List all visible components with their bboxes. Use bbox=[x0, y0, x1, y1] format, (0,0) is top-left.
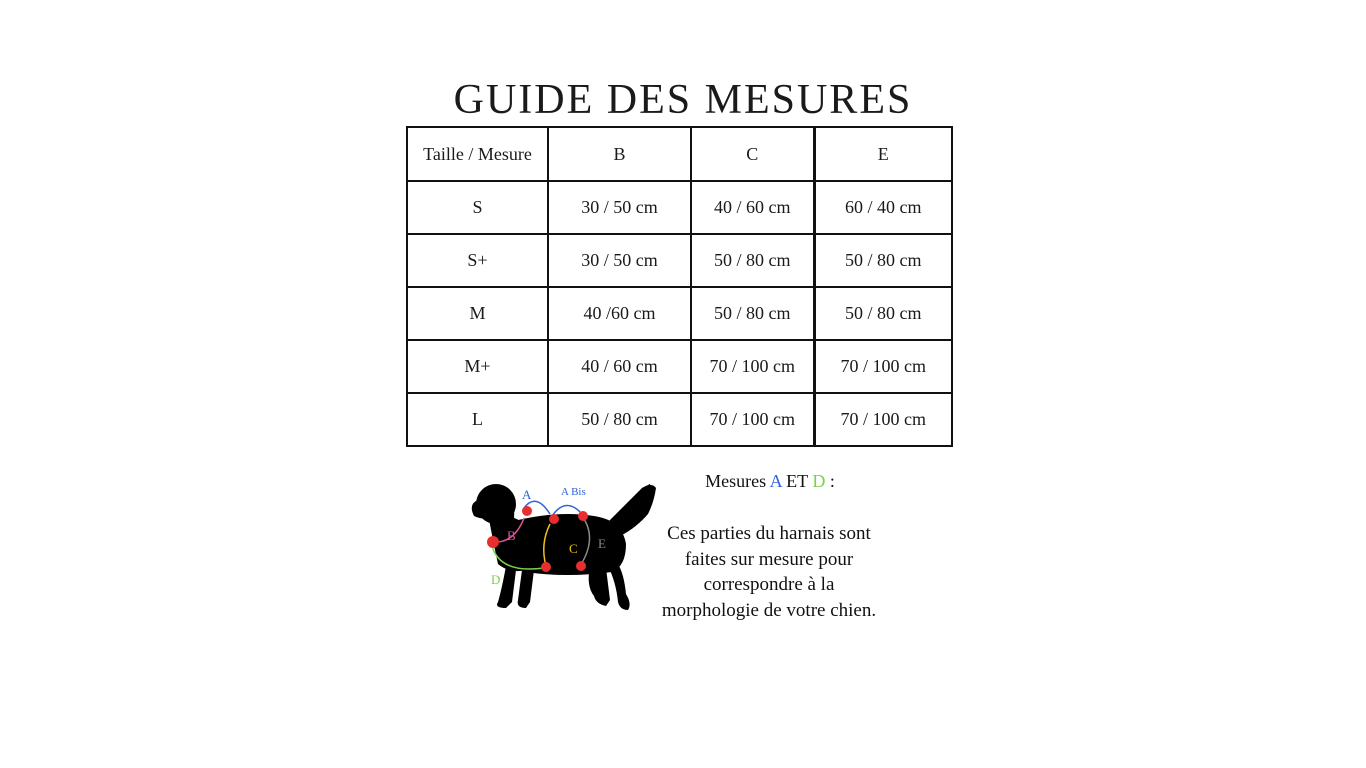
note-line: correspondre à la bbox=[703, 574, 835, 595]
size-cell: M+ bbox=[407, 340, 548, 393]
note-line: morphologie de votre chien. bbox=[661, 599, 877, 621]
header-b: B bbox=[548, 127, 691, 181]
e-cell: 50 / 80 cm bbox=[814, 234, 952, 287]
c-cell: 40 / 60 cm bbox=[691, 181, 814, 234]
note-line: faites sur mesure pour bbox=[684, 548, 854, 570]
c-cell: 70 / 100 cm bbox=[691, 340, 814, 393]
label-e: E bbox=[598, 536, 606, 551]
note-title bbox=[654, 471, 886, 492]
table-row bbox=[407, 340, 952, 393]
header-e: E bbox=[814, 127, 952, 181]
note-line: Ces parties du harnais sont bbox=[667, 523, 871, 544]
table-header-row bbox=[407, 127, 952, 181]
header-size-measure: Taille / Mesure bbox=[407, 127, 548, 181]
label-d: D bbox=[491, 572, 501, 587]
c-cell: 50 / 80 cm bbox=[691, 234, 814, 287]
e-cell: 60 / 40 cm bbox=[814, 181, 952, 234]
table-row bbox=[407, 234, 952, 287]
note-prefix: Mesures bbox=[705, 471, 770, 491]
b-cell: 40 / 60 cm bbox=[548, 340, 691, 393]
size-cell: L bbox=[407, 393, 548, 446]
page-title: GUIDE DES MESURES bbox=[453, 77, 913, 123]
label-a: A bbox=[522, 487, 532, 502]
note-body bbox=[646, 521, 892, 623]
label-b: B bbox=[507, 528, 516, 543]
dog-silhouette-icon bbox=[472, 484, 656, 610]
header-c: C bbox=[691, 127, 814, 181]
c-cell: 50 / 80 cm bbox=[691, 287, 814, 340]
size-cell: M bbox=[407, 287, 548, 340]
note-d: D bbox=[812, 471, 826, 491]
label-c: C bbox=[569, 541, 578, 556]
c-cell: 70 / 100 cm bbox=[691, 393, 814, 446]
e-cell: 50 / 80 cm bbox=[814, 287, 952, 340]
table-row bbox=[407, 287, 952, 340]
b-cell: 40 /60 cm bbox=[548, 287, 691, 340]
label-a-bis: A Bis bbox=[561, 486, 586, 498]
dog-measurement-diagram bbox=[466, 474, 662, 620]
size-cell: S bbox=[407, 181, 548, 234]
e-cell: 70 / 100 cm bbox=[814, 340, 952, 393]
note-suffix: : bbox=[825, 471, 835, 491]
table-row bbox=[407, 181, 952, 234]
note-a: A bbox=[769, 471, 782, 491]
b-cell: 30 / 50 cm bbox=[548, 181, 691, 234]
note-middle: ET bbox=[781, 471, 813, 491]
b-cell: 30 / 50 cm bbox=[548, 234, 691, 287]
size-table bbox=[406, 126, 953, 447]
size-cell: S+ bbox=[407, 234, 548, 287]
b-cell: 50 / 80 cm bbox=[548, 393, 691, 446]
e-cell: 70 / 100 cm bbox=[814, 393, 952, 446]
table-row bbox=[407, 393, 952, 446]
